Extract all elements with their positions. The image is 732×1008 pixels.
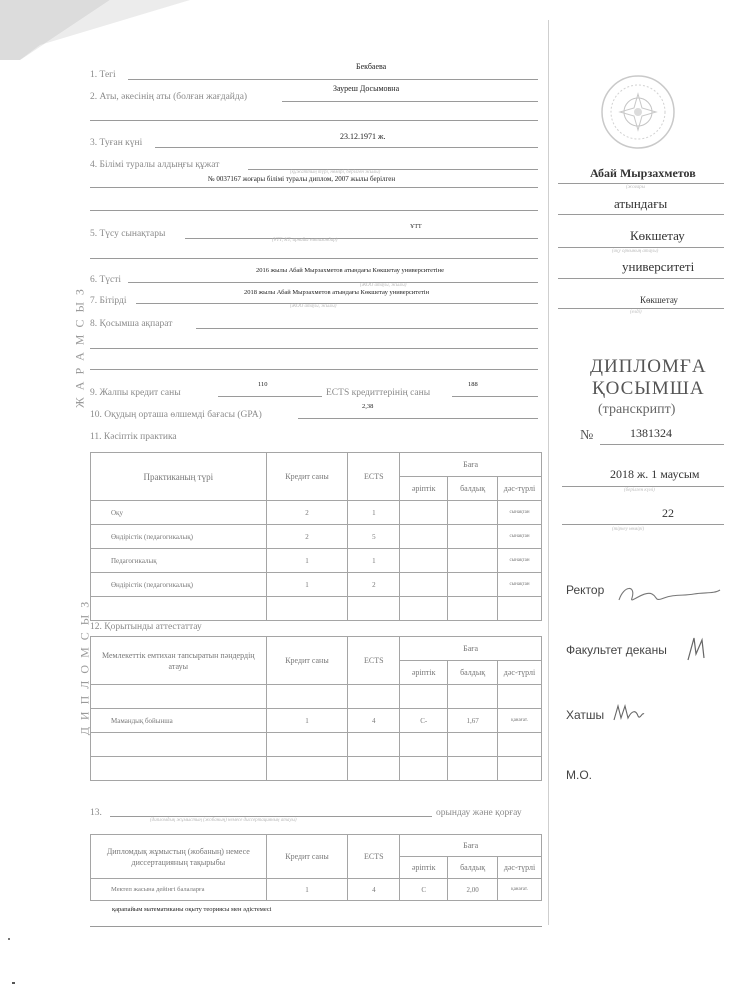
enrolled-value: 2016 жылы Абай Мырзахметов атындағы Көкшетау университетіне xyxy=(256,267,444,274)
practice-table xyxy=(90,452,542,621)
rector-label: Ректор xyxy=(566,583,605,597)
vertical-text-top: Ж А Р А М С Ы З xyxy=(72,287,87,408)
thesis-grade-header: Баға xyxy=(400,835,542,857)
attest-label: 12. Қорытынды аттестаттау xyxy=(90,622,202,632)
number-prefix: № xyxy=(580,428,594,443)
table-cell xyxy=(400,573,448,597)
table-cell: сынақтан xyxy=(498,573,542,597)
university-caption-1: (жоғары xyxy=(626,185,646,190)
table-cell: 1,67 xyxy=(448,709,498,733)
attest-name-header: Мемлекеттік емтихан тапсыратын пәндердің атауы xyxy=(91,637,267,685)
table-cell: қанағат. xyxy=(498,709,542,733)
table-row xyxy=(91,879,542,901)
rector-signature xyxy=(614,580,724,610)
thesis-title-continuation: қарапайым математиканы оқыту теориясы мен әдістемесі xyxy=(112,906,272,913)
title-transcript: (транскрипт) xyxy=(598,402,676,417)
graduated-value: 2018 жылы Абай Мырзахметов атындағы Көкшетау университетін xyxy=(244,289,430,296)
table-cell: C- xyxy=(400,709,448,733)
attest-credits-header: Кредит саны xyxy=(266,637,348,685)
practice-points-header: балдық xyxy=(448,477,498,501)
prev-doc-value: № 0037167 жоғары білімі туралы диплом, 2007 жылы берілген xyxy=(208,175,396,183)
table-cell: сынақтан xyxy=(498,501,542,525)
table-row xyxy=(91,549,542,573)
table-cell: сынақтан xyxy=(498,525,542,549)
surname-label: 1. Тегі xyxy=(90,70,116,80)
table-row xyxy=(91,501,542,525)
attest-grade-header: Баға xyxy=(400,637,542,661)
table-cell: 2,00 xyxy=(448,879,498,901)
thesis-trad-header: дәс-түрлі xyxy=(498,857,542,879)
table-row xyxy=(91,525,542,549)
prev-doc-label: 4. Білімі туралы алдыңғы құжат xyxy=(90,160,220,170)
secretary-signature xyxy=(612,700,646,726)
table-cell: сынақтан xyxy=(498,549,542,573)
thesis-table xyxy=(90,834,542,901)
surname-value: Бекбаева xyxy=(356,62,387,71)
table-cell: Мектеп жасына дейінгі балаларға xyxy=(91,879,267,901)
table-cell xyxy=(400,525,448,549)
seal-place-label: М.О. xyxy=(566,768,592,782)
practice-credits-header: Кредит саны xyxy=(266,453,348,501)
table-row xyxy=(91,573,542,597)
table-cell xyxy=(448,525,498,549)
practice-ects-header: ECTS xyxy=(348,453,400,501)
attest-table xyxy=(90,636,542,781)
practice-trad-header: дәс-түрлі xyxy=(498,477,542,501)
coat-of-arms-emblem xyxy=(598,72,678,152)
table-cell: 1 xyxy=(266,879,348,901)
defense-tail: орындау және қорғау xyxy=(436,808,522,818)
scan-dot xyxy=(8,938,10,940)
entrance-label: 5. Түсу сынақтары xyxy=(90,229,166,239)
defense-caption: (дипломдық жұмыстың (жобаның) немесе диссертацияның атауы) xyxy=(150,818,297,823)
gpa-value: 2,38 xyxy=(362,403,374,410)
table-cell xyxy=(448,573,498,597)
attest-letter-header: әріптік xyxy=(400,661,448,685)
city-value: Көкшетау xyxy=(640,295,678,305)
table-cell: 2 xyxy=(266,525,348,549)
table-cell: C xyxy=(400,879,448,901)
table-cell: 2 xyxy=(266,501,348,525)
entrance-caption: (ҰТТ, КТ, арнайы емтихандар) xyxy=(272,238,338,243)
table-cell xyxy=(448,501,498,525)
table-cell: 1 xyxy=(266,573,348,597)
thesis-name-header: Дипломдық жұмыстың (жобаның) немесе диссертацияның тақырыбы xyxy=(91,835,267,879)
university-line-4: университеті xyxy=(622,259,695,274)
registration-number: 22 xyxy=(662,506,674,520)
credits-value: 110 xyxy=(258,381,268,388)
diploma-number: 1381324 xyxy=(630,426,672,440)
table-cell: Оқу xyxy=(91,501,267,525)
graduated-label: 7. Бітірді xyxy=(90,296,127,306)
table-cell: 2 xyxy=(348,573,400,597)
practice-grade-header: Баға xyxy=(400,453,542,477)
thesis-points-header: балдық xyxy=(448,857,498,879)
secretary-label: Хатшы xyxy=(566,708,605,722)
ects-credits-label: ECTS кредиттерінің саны xyxy=(326,388,431,398)
entrance-value: ҰТТ xyxy=(410,224,422,230)
issue-date: 2018 ж. 1 маусым xyxy=(610,467,700,481)
city-caption: (елді) xyxy=(630,310,642,315)
prev-doc-caption: (құжаттың түрі, нөмірі, берілген жылы) xyxy=(290,170,381,175)
birth-label: 3. Туған күні xyxy=(90,138,143,148)
name-label: 2. Аты, әкесінің аты (болған жағдайда) xyxy=(90,92,248,102)
table-cell: 4 xyxy=(348,709,400,733)
thesis-credits-header: Кредит саны xyxy=(266,835,348,879)
attest-trad-header: дәс-түрлі xyxy=(498,661,542,685)
practice-type-header: Практиканың түрі xyxy=(91,453,267,501)
gpa-label: 10. Оқудың орташа өлшемді бағасы (GPA) xyxy=(90,410,262,420)
thesis-ects-header: ECTS xyxy=(348,835,400,879)
university-line-1: Абай Мырзахметов xyxy=(590,166,696,180)
title-diplomga: ДИПЛОМҒА xyxy=(590,356,707,377)
table-row xyxy=(91,709,542,733)
table-cell: Мамандық бойынша xyxy=(91,709,267,733)
table-cell: 4 xyxy=(348,879,400,901)
enrolled-caption: (ЖОО атауы, жылы) xyxy=(360,283,407,288)
table-cell: 1 xyxy=(266,709,348,733)
table-cell xyxy=(448,549,498,573)
ects-credits-value: 188 xyxy=(468,381,478,388)
table-cell: Педагогикалық xyxy=(91,549,267,573)
table-cell: 1 xyxy=(348,501,400,525)
attest-points-header: балдық xyxy=(448,661,498,685)
credits-label: 9. Жалпы кредит саны xyxy=(90,388,181,398)
page-divider xyxy=(548,20,549,925)
university-line-2: атындағы xyxy=(614,196,668,211)
table-cell xyxy=(400,501,448,525)
extra-label: 8. Қосымша ақпарат xyxy=(90,319,173,329)
university-line-3: Көкшетау xyxy=(630,228,685,243)
table-cell: Өндірістік (педагогикалық) xyxy=(91,525,267,549)
attest-ects-header: ECTS xyxy=(348,637,400,685)
registration-caption: (тіркеу нөмірі) xyxy=(612,527,645,532)
graduated-caption: (ЖОО атауы, жылы) xyxy=(290,304,337,309)
issue-date-caption: (берілген күні) xyxy=(624,488,655,493)
practice-letter-header: әріптік xyxy=(400,477,448,501)
table-row xyxy=(91,597,542,621)
table-cell: қанағат. xyxy=(498,879,542,901)
table-cell: 5 xyxy=(348,525,400,549)
title-kosymsha: ҚОСЫМША xyxy=(592,378,705,399)
birth-value: 23.12.1971 ж. xyxy=(340,132,386,141)
table-cell: Өндірістік (педагогикалық) xyxy=(91,573,267,597)
dean-signature xyxy=(684,634,708,664)
table-cell: 1 xyxy=(266,549,348,573)
enrolled-label: 6. Түсті xyxy=(90,275,122,285)
scan-dot xyxy=(12,982,15,984)
scan-shadow xyxy=(0,0,732,60)
university-caption-3: (оқу орнының атауы) xyxy=(612,249,659,254)
name-value: Зауреш Досымовна xyxy=(333,84,400,93)
table-cell xyxy=(400,549,448,573)
practice-label: 11. Кәсіптік практика xyxy=(90,432,177,442)
defense-number: 13. xyxy=(90,808,102,818)
dean-label: Факультет деканы xyxy=(566,643,667,657)
vertical-text-bottom: Д И П Л О М С Ы З xyxy=(77,599,92,736)
table-cell: 1 xyxy=(348,549,400,573)
thesis-letter-header: әріптік xyxy=(400,857,448,879)
